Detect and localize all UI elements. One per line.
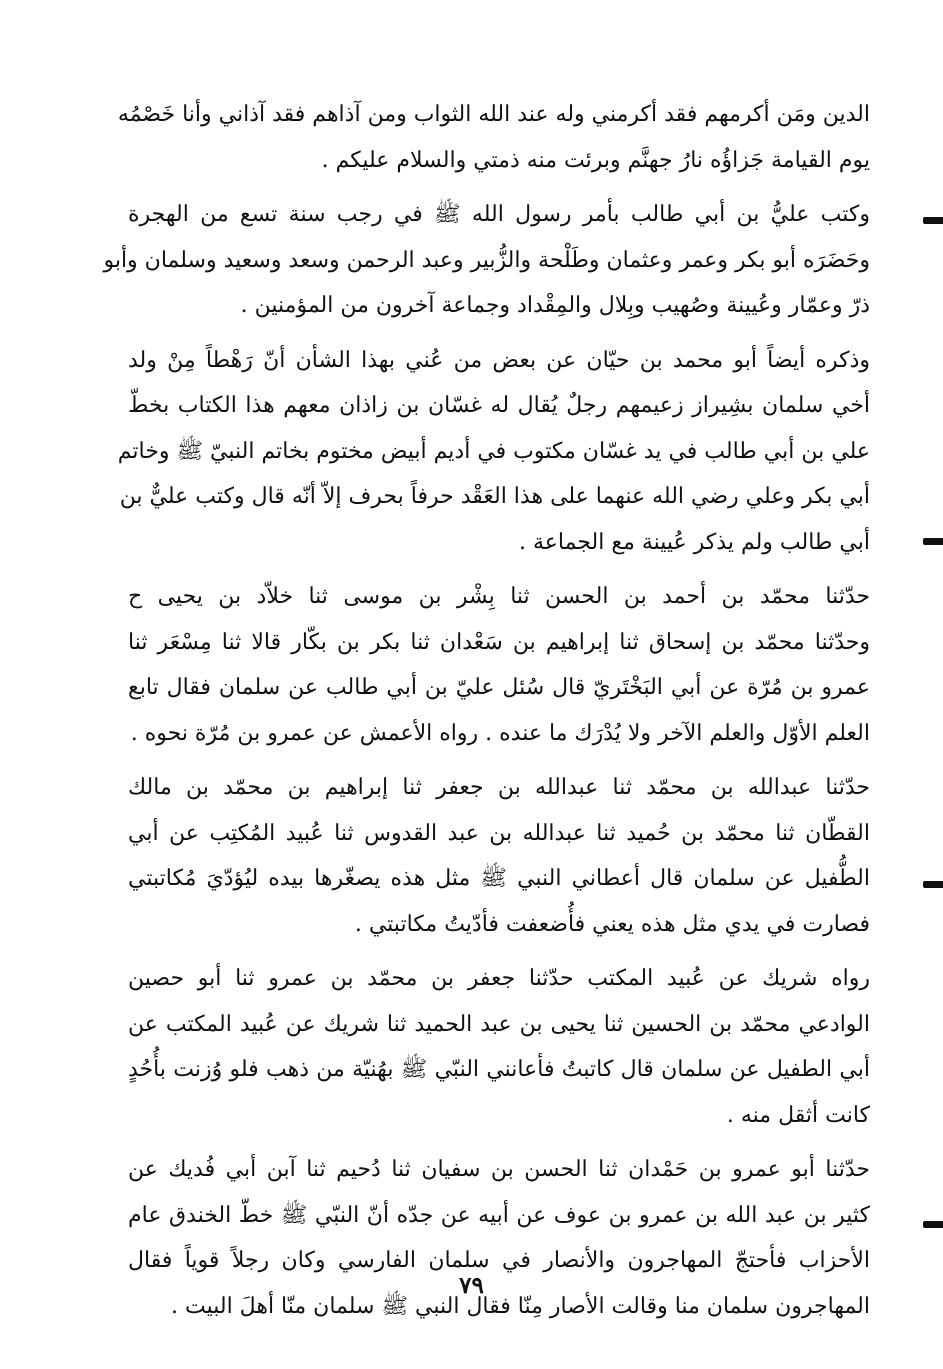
paragraph (128, 765, 870, 947)
text-line: وذكره أيضاً أبو محمد بن حيّان عن بعض من عُني بهذا الشأن أنّ رَهْطاً مِنْ ولد (128, 347, 870, 373)
margin-tab-mark (923, 217, 943, 224)
text-line: حدّثنا عبدالله بن محمّد ثنا عبدالله بن جعفر ثنا إبراهيم بن محمّد بن مالك (128, 775, 870, 800)
page-number: ٧٩ (459, 1272, 484, 1299)
text-line: الوادعي محمّد بن الحسين ثنا يحيى بن عبد الحميد ثنا شريك عن عُبيد المكتب عن (128, 1011, 870, 1037)
paragraph (128, 1147, 870, 1329)
text-line: أخي سلمان بشِيراز زعيمهم رجلٌ يُقال له غسّان بن زاذان معهم هذا الكتاب بخطّ (128, 393, 870, 418)
margin-tab-mark (923, 881, 943, 888)
text-line: وكتب عليُّ بن أبي طالب بأمر رسول الله ﷺ في رجب سنة تسع من الهجرة (128, 202, 870, 227)
text-line: الطُّفيل عن سلمان قال أعطاني النبي ﷺ مثل هذه يصغّرها بيده ليُؤدّيَ مُكاتبتي (128, 866, 870, 891)
text-line: كثير بن عبد الله بن عمرو بن عوف عن أبيه عن جدّه أنّ النبّي ﷺ خطّ الخندق عام (128, 1202, 870, 1228)
margin-tab-mark (923, 538, 943, 545)
text-line: فصارت في يدي مثل هذه يعني فأُضعفت فأدّيتُ مكاتبتي . (354, 911, 870, 937)
text-line: المهاجرون سلمان منا وقالت الأصار مِنّا فقال النبي ﷺ سلمان منّا أهلَ البيت . (171, 1293, 870, 1319)
text-line: الدين ومَن أكرمهم فقد أكرمني وله عند الله الثواب ومن آذاهم فقد آذاني وأنا خَصْمُه (117, 102, 870, 127)
text-line: الأحزاب فأحتجّ المهاجرون والأنصار في سلمان الفارسي وكان رجلاً قوياً فقال (128, 1248, 870, 1273)
text-line: وحَضَرَه أبو بكر وعمر وعثمان وطَلْحة والزُّبير وعبد الرحمن وسعد وسعيد وسلمان وأبو (103, 247, 870, 273)
text-line: أبي بكر وعلي رضي الله عنهما على هذا العَقْد حرفاً بحرف إلاّ أنّه قال وكتب عليٌّ بن (119, 484, 870, 509)
text-line: ذرّ وعمّار وعُيينة وصُهيب وبِلال والمِقْداد وجماعة آخرون من المؤمنين . (240, 293, 870, 318)
paragraph (103, 192, 870, 329)
margin-tab-mark (923, 1221, 943, 1228)
paragraph (117, 338, 870, 566)
text-line: رواه شريك عن عُبيد المكتب حدّثنا جعفر بن محمّد بن عمرو ثنا أبو حصين (128, 966, 870, 991)
text-line: يوم القيامة جَزاؤُه نارُ جهنَّم وبرئت منه ذمتي والسلام عليكم . (321, 147, 870, 173)
text-line: علي بن أبي طالب في يد غسّان مكتوب في أديم أبيض مختوم بخاتم النبيّ ﷺ وخاتم (117, 438, 870, 464)
text-line: وحدّثنا محمّد بن إسحاق ثنا إبراهيم بن سَعْدان ثنا بكر بن بكّار قالا ثنا مِسْعَر ثنا (128, 629, 870, 655)
text-line: العلم الأوّل والعلم الآخر ولا يُدْرَك ما عنده . رواه الأعمش عن عمرو بن مُرّة نحوه . (130, 720, 870, 746)
text-line: القطّان ثنا محمّد بن حُميد ثنا عبدالله بن عبد القدوس ثنا عُبيد المُكتِب عن أبي (128, 820, 870, 846)
text-line: حدّثنا محمّد بن أحمد بن الحسن ثنا بِشْر بن موسى ثنا خلاّد بن يحيى ح (128, 584, 870, 609)
text-line: أبي الطفيل عن سلمان قال كاتبتُ فأعانني النبّي ﷺ بهُنيّة من ذهب فلو وُزنت بأُحُدٍ (128, 1057, 870, 1082)
paragraph (128, 574, 870, 756)
text-line: كانت أثقل منه . (726, 1102, 870, 1128)
text-line: أبي طالب ولم يذكر عُيينة مع الجماعة . (519, 529, 870, 555)
text-line: عمرو بن مُرّة عن أبي البَخْتَريّ قال سُئل عليّ بن أبي طالب عن سلمان فقال تابع (128, 675, 870, 700)
paragraph (117, 92, 870, 183)
text-line: حدّثنا أبو عمرو بن حَمْدان ثنا الحسن بن سفيان ثنا دُحيم ثنا آبن أبي فُديك عن (128, 1157, 870, 1182)
document-body (103, 92, 870, 1329)
paragraph (128, 956, 870, 1138)
